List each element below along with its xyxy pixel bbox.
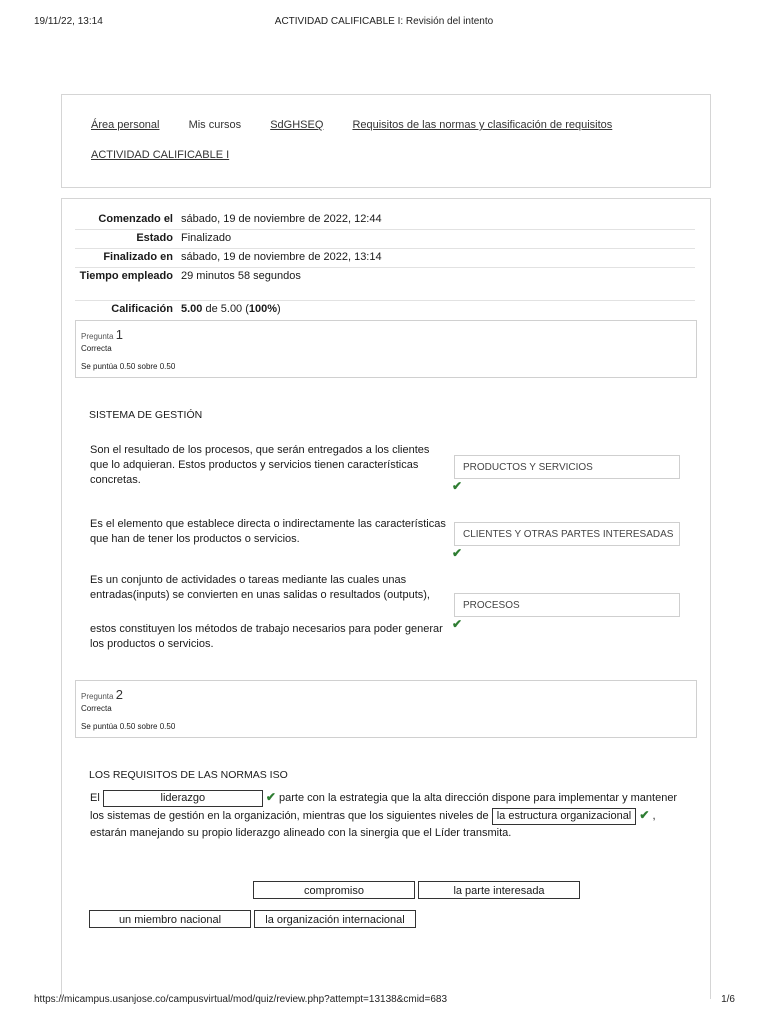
summary-value: Finalizado (181, 232, 232, 244)
summary-row (75, 211, 695, 230)
breadcrumb-mis-cursos[interactable]: Mis cursos (188, 119, 242, 131)
question-info (75, 680, 697, 738)
summary-row (75, 268, 695, 301)
check-icon: ✔ (452, 546, 463, 560)
summary-value (181, 302, 695, 317)
quiz-review (61, 198, 711, 999)
check-icon: ✔ (452, 617, 463, 631)
answer-box[interactable]: PROCESOS (454, 593, 680, 617)
question-item-text: Son el resultado de los procesos, que serán entregados a los clientes que lo adquieran. Estos productos y servicios tienen características concretas. (90, 444, 430, 486)
page-number: 1/6 (721, 994, 735, 1005)
breadcrumb-section[interactable]: Requisitos de las normas y clasificación de requisitos (352, 119, 613, 131)
answer-box[interactable]: CLIENTES Y OTRAS PARTES INTERESADAS (454, 522, 680, 546)
summary-value: 29 minutos 58 segundos (181, 270, 301, 282)
summary-row (75, 301, 695, 319)
answer-box[interactable]: PRODUCTOS Y SERVICIOS (454, 455, 680, 479)
blank-estructura[interactable]: la estructura organizacional (492, 808, 637, 825)
breadcrumb (61, 94, 711, 188)
question-item-text: Es un conjunto de actividades o tareas mediante las cuales unas entradas(inputs) se convierten en unas salidas o resultados (outputs), (90, 574, 430, 601)
question-number: Pregunta 2 (81, 687, 123, 702)
question-cloze-text (90, 789, 690, 842)
check-icon: ✔ (639, 808, 650, 822)
breadcrumb-course[interactable]: SdGHSEQ (270, 119, 324, 131)
breadcrumb-area-personal[interactable]: Área personal (91, 119, 160, 131)
cloze-text-start: El (90, 792, 100, 804)
question-status: Correcta (81, 704, 112, 713)
summary-row (75, 230, 695, 249)
drag-option[interactable]: un miembro nacional (89, 910, 251, 928)
question-item-text-continued: estos constituyen los métodos de trabajo necesarios para poder generar los productos o servicios. (90, 623, 443, 650)
cloze-text-middle: parte con la estrategia que la alta dirección dispone para implementar y mantener los sistemas de gestión en la organización, mientras que los siguientes niveles de (90, 792, 678, 822)
question-points: Se puntúa 0.50 sobre 0.50 (81, 722, 176, 731)
grade-percent: 100% (248, 303, 278, 315)
check-icon: ✔ (452, 479, 463, 493)
question-number: Pregunta 1 (81, 327, 123, 342)
summary-label: Estado (136, 232, 173, 244)
question-title: SISTEMA DE GESTIÓN (89, 409, 203, 421)
summary-label: Tiempo empleado (79, 270, 173, 282)
summary-row (75, 249, 695, 268)
summary-label: Finalizado en (103, 251, 173, 263)
breadcrumb-current[interactable]: ACTIVIDAD CALIFICABLE I (91, 149, 230, 161)
question-title: LOS REQUISITOS DE LAS NORMAS ISO (89, 769, 288, 781)
summary-label: Comenzado el (98, 213, 173, 225)
grade-value: 5.00 (181, 303, 203, 315)
summary-value: sábado, 19 de noviembre de 2022, 13:14 (181, 251, 382, 263)
drag-option[interactable]: la organización internacional (254, 910, 416, 928)
grade-total: de 5.00 ( (202, 303, 249, 315)
question-status: Correcta (81, 344, 112, 353)
grade-close: ) (277, 303, 281, 315)
print-title: ACTIVIDAD CALIFICABLE I: Revisión del intento (274, 16, 494, 27)
cloze-text-end: , estarán manejando su propio liderazgo alineado con la sinergia que el Líder transmita. (90, 810, 656, 839)
print-datetime: 19/11/22, 13:14 (34, 16, 103, 27)
question-info (75, 320, 697, 378)
attempt-summary (75, 211, 695, 319)
question-item-text: Es el elemento que establece directa o indirectamente las características que han de tener los productos o servicios. (90, 518, 446, 545)
check-icon: ✔ (265, 790, 276, 804)
drag-option[interactable]: compromiso (253, 881, 415, 899)
summary-value: sábado, 19 de noviembre de 2022, 12:44 (181, 213, 382, 225)
page-url: https://micampus.usanjose.co/campusvirtual/mod/quiz/review.php?attempt=13138&cmid=683 (34, 994, 448, 1005)
blank-liderazgo[interactable]: liderazgo (103, 790, 263, 807)
drag-option[interactable]: la parte interesada (418, 881, 580, 899)
question-points: Se puntúa 0.50 sobre 0.50 (81, 362, 176, 371)
summary-label: Calificación (111, 303, 173, 315)
